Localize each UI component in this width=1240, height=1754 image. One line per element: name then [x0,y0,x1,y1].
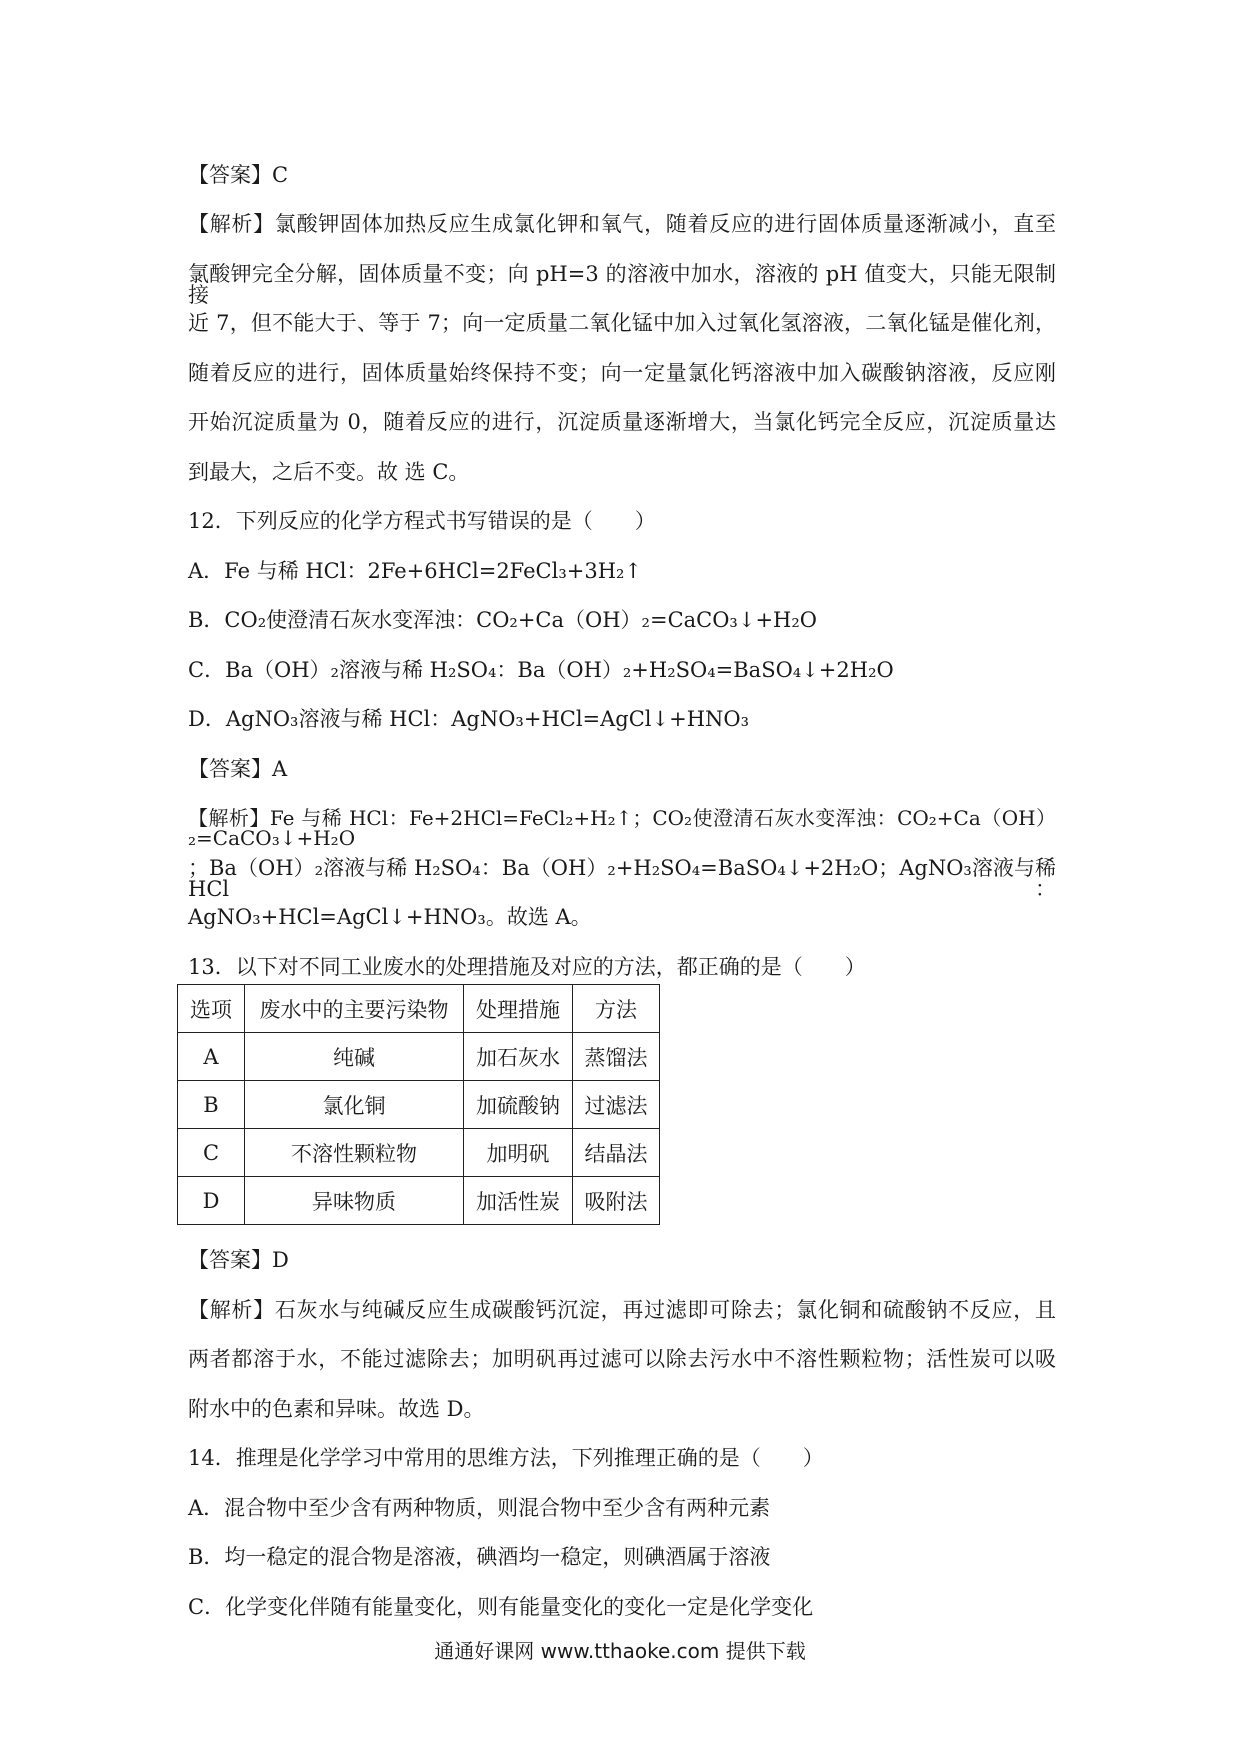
q13-analysis-line-2: 两者都溶于水，不能过滤除去；加明矾再过滤可以除去污水中不溶性颗粒物；活性炭可以吸 [188,1347,1056,1371]
table-row [178,1177,660,1225]
q11-answer: 【答案】C [188,163,289,187]
q12-option-a: A．Fe 与稀 HCl：2Fe+6HCl=2FeCl₃+3H₂↑ [188,559,643,583]
q14-option-a: A．混合物中至少含有两种物质，则混合物中至少含有两种元素 [188,1496,771,1520]
table-cell: 异味物质 [245,1177,464,1225]
q13-answer: 【答案】D [188,1248,289,1272]
table-cell: 加石灰水 [464,1033,573,1081]
table-cell: B [178,1081,245,1129]
q12-option-d: D．AgNO₃溶液与稀 HCl：AgNO₃+HCl=AgCl↓+HNO₃ [188,707,750,731]
q13-table [177,984,660,1225]
table-header-cell: 方法 [573,985,660,1033]
table-row [178,1033,660,1081]
q14-stem: 14．推理是化学学习中常用的思维方法，下列推理正确的是（ ） [188,1446,824,1470]
table-cell: 蒸馏法 [573,1033,660,1081]
q14-option-b: B．均一稳定的混合物是溶液，碘酒均一稳定，则碘酒属于溶液 [188,1545,771,1569]
table-cell: 结晶法 [573,1129,660,1177]
table-cell: 加活性炭 [464,1177,573,1225]
page-footer: 通通好课网 www.tthaoke.com 提供下载 [434,1639,806,1663]
q12-option-b: B．CO₂使澄清石灰水变浑浊：CO₂+Ca（OH）₂=CaCO₃↓+H₂O [188,608,817,632]
q11-analysis-line-2: 氯酸钾完全分解，固体质量不变；向 pH=3 的溶液中加水，溶液的 pH 值变大，只能无限制接 [188,262,1056,307]
table-cell: 加硫酸钠 [464,1081,573,1129]
q13-analysis-line-1: 【解析】石灰水与纯碱反应生成碳酸钙沉淀，再过滤即可除去；氯化铜和硫酸钠不反应，且 [188,1298,1056,1322]
table-cell: 不溶性颗粒物 [245,1129,464,1177]
table-cell: 纯碱 [245,1033,464,1081]
table-cell: 吸附法 [573,1177,660,1225]
table-cell: C [178,1129,245,1177]
table-header-cell: 废水中的主要污染物 [245,985,464,1033]
q14-option-c: C．化学变化伴随有能量变化，则有能量变化的变化一定是化学变化 [188,1595,814,1619]
table-header-cell: 选项 [178,985,245,1033]
q12-stem: 12．下列反应的化学方程式书写错误的是（ ） [188,509,656,533]
q12-answer: 【答案】A [188,757,288,781]
q11-analysis-line-1: 【解析】氯酸钾固体加热反应生成氯化钾和氧气，随着反应的进行固体质量逐渐减小，直至 [188,212,1056,236]
table-row [178,1129,660,1177]
q11-analysis-line-5: 开始沉淀质量为 0，随着反应的进行，沉淀质量逐渐增大，当氯化钙完全反应，沉淀质量达 [188,410,1056,434]
q11-analysis-line-3: 近 7，但不能大于、等于 7；向一定质量二氧化锰中加入过氧化氢溶液，二氧化锰是催化剂， [188,311,1056,335]
q12-option-c: C．Ba（OH）₂溶液与稀 H₂SO₄：Ba（OH）₂+H₂SO₄=BaSO₄↓+2H₂O [188,658,894,682]
table-cell: 加明矾 [464,1129,573,1177]
q13-stem: 13．以下对不同工业废水的处理措施及对应的方法，都正确的是（ ） [188,955,866,979]
table-cell: A [178,1033,245,1081]
q11-analysis-line-4: 随着反应的进行，固体质量始终保持不变；向一定量氯化钙溶液中加入碳酸钠溶液，反应刚 [188,361,1056,385]
table-cell: 过滤法 [573,1081,660,1129]
q12-analysis-line-3: AgNO₃+HCl=AgCl↓+HNO₃。故选 A。 [188,905,592,929]
table-cell: 氯化铜 [245,1081,464,1129]
q12-analysis-line-1: 【解析】Fe 与稀 HCl：Fe+2HCl=FeCl₂+H₂↑；CO₂使澄清石灰水变浑浊：CO₂+Ca（OH）₂=CaCO₃↓+H₂O [188,806,1056,850]
q13-analysis-line-3: 附水中的色素和异味。故选 D。 [188,1397,485,1421]
table-header-cell: 处理措施 [464,985,573,1033]
table-header-row [178,985,660,1033]
q12-analysis-line-2: ；Ba（OH）₂溶液与稀 H₂SO₄：Ba（OH）₂+H₂SO₄=BaSO₄↓+2H₂O；AgNO₃溶液与稀 HCl： [188,856,1056,901]
q11-analysis-line-6: 到最大，之后不变。故 选 C。 [188,460,470,484]
table-cell: D [178,1177,245,1225]
table-row [178,1081,660,1129]
